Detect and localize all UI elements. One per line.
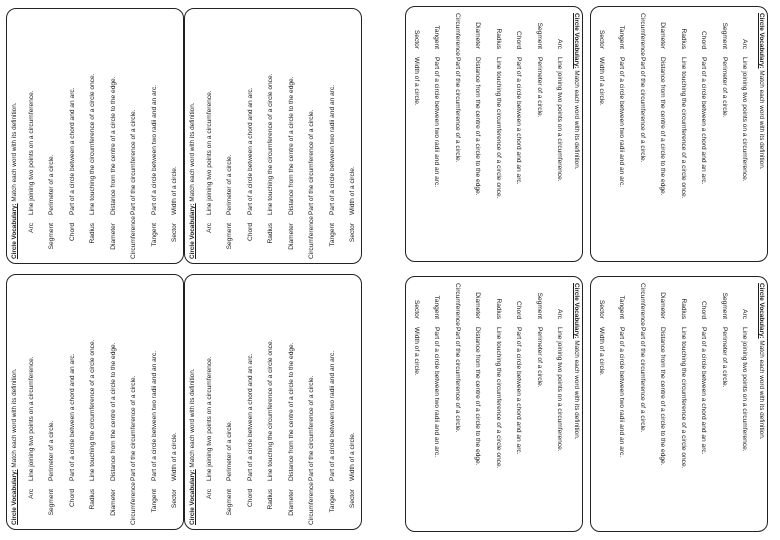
vocab-word: Diameter: [109, 223, 117, 250]
match-row: [103, 281, 124, 525]
match-row: [124, 281, 145, 525]
vocab-word: Radius: [679, 28, 687, 49]
vocab-definition: Line joining two points on a circumference.: [741, 327, 749, 452]
vocab-definition: Line joining two points on a circumference.: [27, 90, 35, 215]
match-row: [165, 15, 185, 259]
match-list: [406, 283, 570, 527]
match-row: [62, 15, 83, 259]
match-row: [406, 13, 427, 257]
vocab-definition: Part of a circle between two radii and an arc.: [433, 327, 441, 458]
vocab-definition: Width of a circle.: [597, 327, 605, 376]
vocab-definition: Perimeter of a circle.: [720, 57, 728, 118]
match-row: [612, 283, 633, 527]
match-row: [261, 281, 282, 525]
match-row: [144, 281, 165, 525]
match-row: [406, 283, 427, 527]
vocab-definition: Part of a circle between a chord and an arc.: [68, 353, 76, 481]
vocab-definition: Line touching the circumference of a circle once.: [89, 73, 97, 215]
vocab-definition: Distance from the centre of a circle to the edge.: [287, 342, 295, 481]
match-row: [302, 281, 323, 525]
match-row: [343, 15, 363, 259]
vocab-word: Diameter: [659, 22, 667, 49]
card-title: [11, 281, 19, 525]
vocab-definition: Perimeter of a circle.: [48, 420, 56, 481]
match-row: [714, 13, 735, 257]
vocab-word: Segment: [226, 489, 234, 516]
vocab-definition: Line touching the circumference of a circle once.: [267, 73, 275, 215]
card-content: [7, 275, 184, 530]
card-title-heading: Circle Vocabulary:: [758, 13, 765, 69]
match-row: [103, 15, 124, 259]
vocab-definition: Distance from the centre of a circle to the edge.: [659, 327, 667, 466]
card-content: [406, 277, 583, 532]
match-row: [240, 281, 261, 525]
vocab-word: Radius: [89, 223, 97, 244]
vocab-definition: Part of the circumference of a circle.: [130, 375, 138, 481]
vocab-word: Radius: [89, 489, 97, 510]
card-title-heading: Circle Vocabulary:: [11, 203, 18, 259]
vocab-word: Segment: [720, 292, 728, 319]
vocab-definition: Part of a circle between a chord and an arc.: [246, 353, 254, 481]
card-title: [189, 281, 197, 525]
vocab-word: Segment: [226, 223, 234, 250]
card-title: [11, 15, 19, 259]
vocab-word: Segment: [48, 223, 56, 250]
match-row: [447, 13, 468, 257]
match-row: [83, 281, 104, 525]
vocab-word: Arc: [741, 39, 749, 49]
match-row: [220, 15, 241, 259]
vocab-word: Arc: [556, 39, 564, 49]
match-list: [21, 281, 184, 525]
vocab-word: Sector: [349, 223, 357, 243]
match-row: [735, 13, 756, 257]
vocab-definition: Perimeter of a circle.: [535, 327, 543, 388]
vocab-word: Sector: [349, 489, 357, 509]
vocab-definition: Distance from the centre of a circle to the edge.: [109, 342, 117, 481]
card-title-instruction: Match each word with its definition.: [11, 102, 18, 204]
vocab-word: Arc: [27, 489, 35, 499]
vocab-definition: Part of the circumference of a circle.: [453, 57, 461, 163]
vocab-definition: Perimeter of a circle.: [535, 57, 543, 118]
match-row: [612, 13, 633, 257]
match-row: [694, 13, 715, 257]
card-title-heading: Circle Vocabulary:: [573, 283, 580, 339]
vocab-word: Tangent: [618, 295, 626, 319]
match-row: [281, 15, 302, 259]
match-list: [591, 283, 755, 527]
vocab-word: Circumference: [453, 13, 461, 56]
vocab-definition: Part of a circle between a chord and an arc.: [515, 327, 523, 455]
vocab-definition: Part of a circle between two radii and an arc.: [618, 327, 626, 458]
vocab-word: Circumference: [638, 13, 646, 56]
vocab-word: Sector: [412, 29, 420, 49]
vocab-word: Diameter: [659, 292, 667, 319]
vocab-word: Radius: [267, 223, 275, 244]
vocab-word: Radius: [267, 489, 275, 510]
vocab-word: Sector: [412, 299, 420, 319]
match-row: [199, 15, 220, 259]
vocab-definition: Line touching the circumference of a circle once.: [267, 339, 275, 481]
card-title-instruction: Match each word with its definition.: [573, 338, 580, 440]
match-row: [21, 281, 42, 525]
card-content: [591, 277, 768, 532]
vocab-definition: Distance from the centre of a circle to the edge.: [659, 57, 667, 196]
vocab-word: Diameter: [287, 223, 295, 250]
card-title-heading: Circle Vocabulary:: [189, 203, 196, 259]
vocab-word: Tangent: [328, 223, 336, 247]
match-row: [83, 15, 104, 259]
match-row: [468, 13, 489, 257]
match-row: [509, 13, 530, 257]
card-title-instruction: Match each word with its definition.: [758, 338, 765, 440]
vocab-card: [405, 6, 583, 262]
card-title-heading: Circle Vocabulary:: [189, 469, 196, 525]
vocab-definition: Part of a circle between two radii and an arc.: [433, 57, 441, 188]
match-row: [124, 15, 145, 259]
vocab-word: Chord: [246, 223, 254, 241]
match-row: [240, 15, 261, 259]
vocab-definition: Part of the circumference of a circle.: [308, 109, 316, 215]
match-row: [550, 283, 571, 527]
vocab-definition: Part of a circle between a chord and an arc.: [68, 87, 76, 215]
vocab-word: Segment: [48, 489, 56, 516]
vocab-definition: Part of a circle between a chord and an arc.: [700, 327, 708, 455]
vocab-word: Diameter: [109, 489, 117, 516]
card-title: [572, 283, 580, 527]
vocab-definition: Width of a circle.: [412, 57, 420, 106]
vocab-card: [184, 274, 362, 530]
vocab-definition: Line touching the circumference of a circle once.: [679, 327, 687, 469]
vocab-word: Tangent: [150, 223, 158, 247]
vocab-definition: Line touching the circumference of a circle once.: [494, 327, 502, 469]
vocab-card: [184, 8, 362, 264]
vocab-definition: Width of a circle.: [349, 432, 357, 481]
vocab-definition: Line joining two points on a circumference.: [556, 327, 564, 452]
vocab-word: Tangent: [433, 25, 441, 49]
vocab-word: Arc: [27, 223, 35, 233]
vocab-definition: Line joining two points on a circumference.: [27, 356, 35, 481]
card-title-heading: Circle Vocabulary:: [758, 283, 765, 339]
match-row: [42, 281, 63, 525]
vocab-card: [590, 276, 768, 532]
vocab-word: Circumference: [638, 283, 646, 326]
vocab-word: Diameter: [287, 489, 295, 516]
vocab-word: Tangent: [618, 25, 626, 49]
card-title: [757, 283, 765, 527]
vocab-card: [6, 8, 184, 264]
match-row: [427, 13, 448, 257]
vocab-definition: Part of the circumference of a circle.: [130, 109, 138, 215]
vocab-card: [6, 274, 184, 530]
vocab-definition: Width of a circle.: [412, 327, 420, 376]
match-row: [468, 283, 489, 527]
match-list: [199, 281, 362, 525]
vocab-word: Chord: [515, 301, 523, 319]
vocab-word: Arc: [205, 489, 213, 499]
vocab-definition: Part of a circle between two radii and an arc.: [328, 84, 336, 215]
match-row: [21, 15, 42, 259]
match-row: [343, 281, 363, 525]
card-content: [185, 275, 362, 530]
match-row: [62, 281, 83, 525]
match-row: [632, 13, 653, 257]
match-row: [529, 13, 550, 257]
vocab-definition: Width of a circle.: [597, 57, 605, 106]
vocab-definition: Part of the circumference of a circle.: [308, 375, 316, 481]
vocab-word: Radius: [494, 298, 502, 319]
vocab-word: Circumference: [130, 216, 138, 259]
match-row: [673, 283, 694, 527]
vocab-word: Diameter: [474, 22, 482, 49]
match-row: [591, 13, 612, 257]
match-row: [488, 283, 509, 527]
vocab-word: Tangent: [328, 489, 336, 513]
card-content: [7, 9, 184, 264]
card-title-heading: Circle Vocabulary:: [11, 469, 18, 525]
vocab-word: Sector: [171, 489, 179, 509]
vocab-word: Chord: [68, 223, 76, 241]
vocab-word: Circumference: [308, 482, 316, 525]
vocab-definition: Part of the circumference of a circle.: [453, 327, 461, 433]
vocab-definition: Perimeter of a circle.: [48, 154, 56, 215]
vocab-word: Circumference: [130, 482, 138, 525]
vocab-definition: Distance from the centre of a circle to the edge.: [109, 76, 117, 215]
vocab-word: Radius: [494, 28, 502, 49]
card-title: [189, 15, 197, 259]
match-list: [406, 13, 570, 257]
match-row: [714, 283, 735, 527]
vocab-word: Segment: [535, 22, 543, 49]
vocab-definition: Line joining two points on a circumference.: [556, 57, 564, 182]
card-content: [591, 7, 768, 262]
vocab-word: Arc: [205, 223, 213, 233]
match-row: [199, 281, 220, 525]
vocab-definition: Line touching the circumference of a circle once.: [89, 339, 97, 481]
card-content: [185, 9, 362, 264]
match-row: [220, 281, 241, 525]
vocab-card: [405, 276, 583, 532]
vocab-word: Circumference: [453, 283, 461, 326]
vocab-card: [590, 6, 768, 262]
vocab-word: Arc: [741, 309, 749, 319]
match-row: [509, 283, 530, 527]
vocab-word: Diameter: [474, 292, 482, 319]
card-title: [757, 13, 765, 257]
vocab-word: Segment: [720, 22, 728, 49]
vocab-word: Chord: [700, 301, 708, 319]
vocab-definition: Part of a circle between a chord and an arc.: [246, 87, 254, 215]
match-row: [694, 283, 715, 527]
match-row: [653, 283, 674, 527]
match-row: [261, 15, 282, 259]
card-title: [572, 13, 580, 257]
vocab-definition: Distance from the centre of a circle to the edge.: [287, 76, 295, 215]
vocab-definition: Perimeter of a circle.: [226, 154, 234, 215]
match-row: [447, 283, 468, 527]
vocab-definition: Perimeter of a circle.: [226, 420, 234, 481]
card-title-instruction: Match each word with its definition.: [758, 68, 765, 170]
match-list: [199, 15, 362, 259]
match-row: [302, 15, 323, 259]
vocab-definition: Part of a circle between a chord and an arc.: [700, 57, 708, 185]
match-list: [21, 15, 184, 259]
match-row: [165, 281, 185, 525]
vocab-word: Chord: [68, 489, 76, 507]
card-title-instruction: Match each word with its definition.: [573, 68, 580, 170]
vocab-definition: Part of the circumference of a circle.: [638, 57, 646, 163]
vocab-word: Radius: [679, 298, 687, 319]
vocab-definition: Line touching the circumference of a circle once.: [679, 57, 687, 199]
match-row: [322, 281, 343, 525]
vocab-word: Chord: [515, 31, 523, 49]
match-row: [488, 13, 509, 257]
match-row: [653, 13, 674, 257]
card-title-instruction: Match each word with its definition.: [189, 368, 196, 470]
vocab-word: Chord: [700, 31, 708, 49]
match-row: [735, 283, 756, 527]
vocab-definition: Part of a circle between two radii and an arc.: [150, 350, 158, 481]
match-row: [281, 281, 302, 525]
match-row: [529, 283, 550, 527]
match-row: [632, 283, 653, 527]
vocab-definition: Distance from the centre of a circle to the edge.: [474, 57, 482, 196]
vocab-definition: Part of a circle between a chord and an arc.: [515, 57, 523, 185]
card-title-heading: Circle Vocabulary:: [573, 13, 580, 69]
match-row: [427, 283, 448, 527]
match-row: [591, 283, 612, 527]
vocab-word: Arc: [556, 309, 564, 319]
vocab-definition: Distance from the centre of a circle to the edge.: [474, 327, 482, 466]
vocab-definition: Width of a circle.: [171, 166, 179, 215]
vocab-definition: Width of a circle.: [171, 432, 179, 481]
vocab-definition: Perimeter of a circle.: [720, 327, 728, 388]
match-row: [550, 13, 571, 257]
match-row: [42, 15, 63, 259]
vocab-definition: Part of a circle between two radii and an arc.: [618, 57, 626, 188]
match-row: [322, 15, 343, 259]
card-title-instruction: Match each word with its definition.: [11, 368, 18, 470]
vocab-definition: Line joining two points on a circumference.: [741, 57, 749, 182]
vocab-word: Chord: [246, 489, 254, 507]
vocab-word: Segment: [535, 292, 543, 319]
card-title-instruction: Match each word with its definition.: [189, 102, 196, 204]
vocab-word: Tangent: [150, 489, 158, 513]
match-list: [591, 13, 755, 257]
vocab-definition: Line joining two points on a circumference.: [205, 90, 213, 215]
vocab-definition: Part of a circle between two radii and an arc.: [328, 350, 336, 481]
vocab-definition: Part of the circumference of a circle.: [638, 327, 646, 433]
vocab-definition: Line joining two points on a circumference.: [205, 356, 213, 481]
vocab-word: Circumference: [308, 216, 316, 259]
match-row: [144, 15, 165, 259]
vocab-word: Sector: [597, 299, 605, 319]
vocab-word: Sector: [171, 223, 179, 243]
vocab-definition: Width of a circle.: [349, 166, 357, 215]
vocab-definition: Part of a circle between two radii and an arc.: [150, 84, 158, 215]
match-row: [673, 13, 694, 257]
card-content: [406, 7, 583, 262]
vocab-definition: Line touching the circumference of a circle once.: [494, 57, 502, 199]
vocab-word: Sector: [597, 29, 605, 49]
vocab-word: Tangent: [433, 295, 441, 319]
